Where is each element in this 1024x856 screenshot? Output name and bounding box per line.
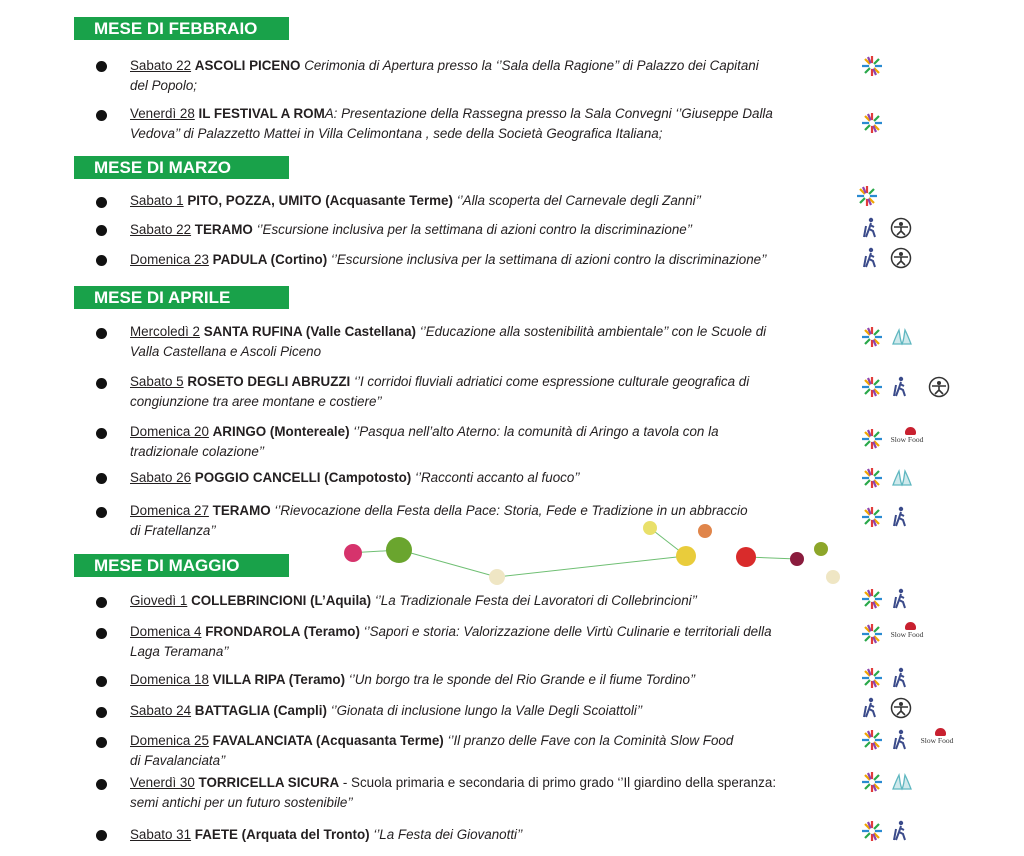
bullet: [96, 628, 107, 639]
inclusion-icon: [890, 217, 914, 239]
event-title-cont: congiunzione tra aree montane e costiere’’: [130, 394, 382, 409]
event-item: [130, 322, 850, 362]
event-title: ‘’Racconti accanto al fuoco’’: [415, 470, 580, 485]
event-place: TERAMO: [212, 503, 271, 518]
event-title-cont: Valla Castellana e Ascoli Piceno: [130, 344, 322, 359]
inclusion-icon: [890, 247, 914, 269]
event-title: ‘’Gionata di inclusione lungo la Valle Degli Scoiattoli’’: [330, 703, 643, 718]
event-title: A: Presentazione della Rassegna presso la Sala Convegni ‘’Giuseppe Dalla: [324, 106, 773, 121]
event-title: ‘’Pasqua nell’alto Aterno: la comunità di Aringo a tavola con la: [353, 424, 719, 439]
snail-icon: [935, 728, 946, 736]
slowfood-icon: [890, 427, 924, 451]
event-place: ARINGO (Montereale): [212, 424, 350, 439]
event-item: [130, 825, 850, 845]
decorative-dots-network: [335, 516, 845, 590]
event-title: ‘’La Festa dei Giovanotti’’: [373, 827, 523, 842]
bullet: [96, 707, 107, 718]
event-item: [130, 622, 850, 662]
event-title: ‘’I corridoi fluviali adriatici come espressione culturale geografica di: [354, 374, 750, 389]
rassegna-icon: [860, 112, 884, 134]
event-item: [130, 670, 850, 690]
month-header-marzo: MESE DI MARZO: [74, 156, 289, 179]
event-date: Sabato 26: [130, 470, 192, 485]
event-place: TERAMO: [194, 222, 253, 237]
event-place: POGGIO CANCELLI (Campotosto): [194, 470, 412, 485]
slowfood-icon: [920, 728, 954, 752]
inclusion-icon: [890, 697, 914, 719]
bullet: [96, 197, 107, 208]
bullet: [96, 597, 107, 608]
event-place: ASCOLI PICENO: [194, 58, 301, 73]
event-title-cont: semi antichi per un futuro sostenibile’’: [130, 795, 353, 810]
bullet: [96, 378, 107, 389]
event-icons: [860, 467, 914, 489]
event-date: Domenica 25: [130, 733, 209, 748]
event-title: ‘’La Tradizionale Festa dei Lavoratori di Collebrincioni’’: [374, 593, 698, 608]
event-icons: [860, 820, 914, 842]
event-date: Sabato 22: [130, 222, 192, 237]
event-item: [130, 591, 850, 611]
event-item: [130, 104, 850, 144]
event-item: [130, 191, 850, 211]
rassegna-icon: [860, 326, 884, 348]
hiker-icon: [890, 506, 914, 528]
event-item: [130, 250, 850, 270]
rassegna-icon: [860, 55, 884, 77]
bullet: [96, 225, 107, 236]
event-icons: [860, 623, 924, 645]
event-date: Sabato 22: [130, 58, 192, 73]
bullet: [96, 676, 107, 687]
event-place: VILLA RIPA (Teramo): [212, 672, 346, 687]
hands-icon: [890, 467, 914, 489]
event-title: ‘’Un borgo tra le sponde del Rio Grande e il fiume Tordino’’: [348, 672, 696, 687]
inclusion-icon: [928, 376, 952, 398]
event-item: [130, 56, 850, 96]
bullet: [96, 473, 107, 484]
event-place: FRONDAROLA (Teramo): [205, 624, 360, 639]
event-title-cont: tradizionale colazione’’: [130, 444, 265, 459]
event-title: ‘’Alla scoperta del Carnevale degli Zanni’’: [456, 193, 702, 208]
event-date: Domenica 18: [130, 672, 209, 687]
rassegna-icon: [855, 185, 879, 207]
event-title: ‘’Il pranzo delle Fave con la Cominità Slow Food: [447, 733, 734, 748]
event-place: ROSETO DEGLI ABRUZZI: [187, 374, 351, 389]
event-date: Giovedì 1: [130, 593, 188, 608]
event-date: Domenica 27: [130, 503, 209, 518]
event-date: Domenica 4: [130, 624, 202, 639]
month-header-febbraio: MESE DI FEBBRAIO: [74, 17, 289, 40]
event-date: Domenica 23: [130, 252, 209, 267]
event-icons: [860, 247, 914, 269]
event-item: [130, 773, 850, 813]
event-date: Domenica 20: [130, 424, 209, 439]
rassegna-icon: [860, 771, 884, 793]
snail-icon: [905, 427, 916, 435]
bullet: [96, 507, 107, 518]
slowfood-label: Slow Food: [890, 435, 924, 444]
slowfood-label: Slow Food: [890, 630, 924, 639]
rassegna-icon: [860, 623, 884, 645]
event-item: [130, 220, 850, 240]
event-place: SANTA RUFINA (Valle Castellana): [203, 324, 417, 339]
event-date: Sabato 5: [130, 374, 184, 389]
event-date: Sabato 1: [130, 193, 184, 208]
rassegna-icon: [860, 506, 884, 528]
bullet: [96, 328, 107, 339]
month-header-maggio: MESE DI MAGGIO: [74, 554, 289, 577]
bullet: [96, 428, 107, 439]
event-icons: [860, 326, 914, 348]
bullet: [96, 779, 107, 790]
event-item: [130, 731, 850, 771]
hiker-icon: [890, 729, 914, 751]
event-title: Cerimonia di Apertura presso la ‘’Sala della Ragione’’ di Palazzo dei Capitani: [304, 58, 759, 73]
event-place: FAETE (Arquata del Tronto): [194, 827, 370, 842]
hiker-icon: [890, 376, 914, 398]
rassegna-icon: [860, 467, 884, 489]
event-item: [130, 372, 850, 412]
event-place: COLLEBRINCIONI (L’Aquila): [191, 593, 372, 608]
event-item: [130, 701, 850, 721]
event-title-cont: di Favalanciata’’: [130, 753, 226, 768]
event-date: Sabato 24: [130, 703, 192, 718]
event-icons: [860, 376, 952, 398]
event-description: - Scuola primaria e secondaria di primo grado ‘’Il giardino della speranza:: [342, 775, 777, 790]
event-title-cont: Vedova’’ di Palazzetto Mattei in Villa Celimontana , sede della Società Geografica Italiana;: [130, 126, 663, 141]
month-header-aprile: MESE DI APRILE: [74, 286, 289, 309]
event-icons: [860, 55, 884, 77]
event-title: ‘’Educazione alla sostenibilità ambientale’’ con le Scuole di: [419, 324, 767, 339]
hiker-icon: [860, 247, 884, 269]
hiker-icon: [890, 667, 914, 689]
bullet: [96, 110, 107, 121]
hands-icon: [890, 771, 914, 793]
bullet: [96, 255, 107, 266]
rassegna-icon: [860, 729, 884, 751]
hiker-icon: [890, 588, 914, 610]
bullet: [96, 830, 107, 841]
event-item: [130, 422, 850, 462]
event-title-cont: Laga Teramana’’: [130, 644, 229, 659]
event-icons: [860, 588, 914, 610]
event-title: ‘’Rievocazione della Festa della Pace: Storia, Fede e Tradizione in un abbraccio: [274, 503, 748, 518]
event-icons: [860, 217, 914, 239]
event-title: ‘’Escursione inclusiva per la settimana di azioni contro la discriminazione’’: [330, 252, 767, 267]
event-title-cont: di Fratellanza’’: [130, 523, 216, 538]
event-place: FAVALANCIATA (Acquasanta Terme): [212, 733, 444, 748]
event-icons: [860, 112, 884, 134]
hiker-icon: [890, 820, 914, 842]
event-title: ‘’Sapori e storia: Valorizzazione delle Virtù Culinarie e territoriali della: [363, 624, 772, 639]
event-item: [130, 468, 850, 488]
rassegna-icon: [860, 428, 884, 450]
snail-icon: [905, 622, 916, 630]
event-date: Venerdì 28: [130, 106, 195, 121]
event-place: TORRICELLA SICURA: [198, 775, 340, 790]
event-place: BATTAGLIA (Campli): [194, 703, 327, 718]
event-date: Mercoledì 2: [130, 324, 200, 339]
event-icons: [860, 697, 914, 719]
event-icons: [860, 667, 914, 689]
event-date: Venerdì 30: [130, 775, 195, 790]
slowfood-icon: [890, 622, 924, 646]
event-icons: [860, 729, 954, 751]
event-place: IL FESTIVAL A ROM: [198, 106, 325, 121]
hands-icon: [890, 326, 914, 348]
event-icons: [860, 506, 914, 528]
rassegna-icon: [860, 376, 884, 398]
event-icons: [860, 428, 924, 450]
rassegna-icon: [860, 667, 884, 689]
event-icons: [855, 185, 879, 207]
hiker-icon: [860, 697, 884, 719]
event-icons: [860, 771, 914, 793]
rassegna-icon: [860, 820, 884, 842]
rassegna-icon: [860, 588, 884, 610]
event-date: Sabato 31: [130, 827, 192, 842]
event-title-cont: del Popolo;: [130, 78, 198, 93]
bullet: [96, 61, 107, 72]
slowfood-label: Slow Food: [920, 736, 954, 745]
bullet: [96, 737, 107, 748]
event-place: PADULA (Cortino): [212, 252, 328, 267]
event-place: PITO, POZZA, UMITO (Acquasante Terme): [187, 193, 453, 208]
event-title: ‘’Escursione inclusiva per la settimana di azioni contro la discriminazione’’: [256, 222, 693, 237]
hiker-icon: [860, 217, 884, 239]
